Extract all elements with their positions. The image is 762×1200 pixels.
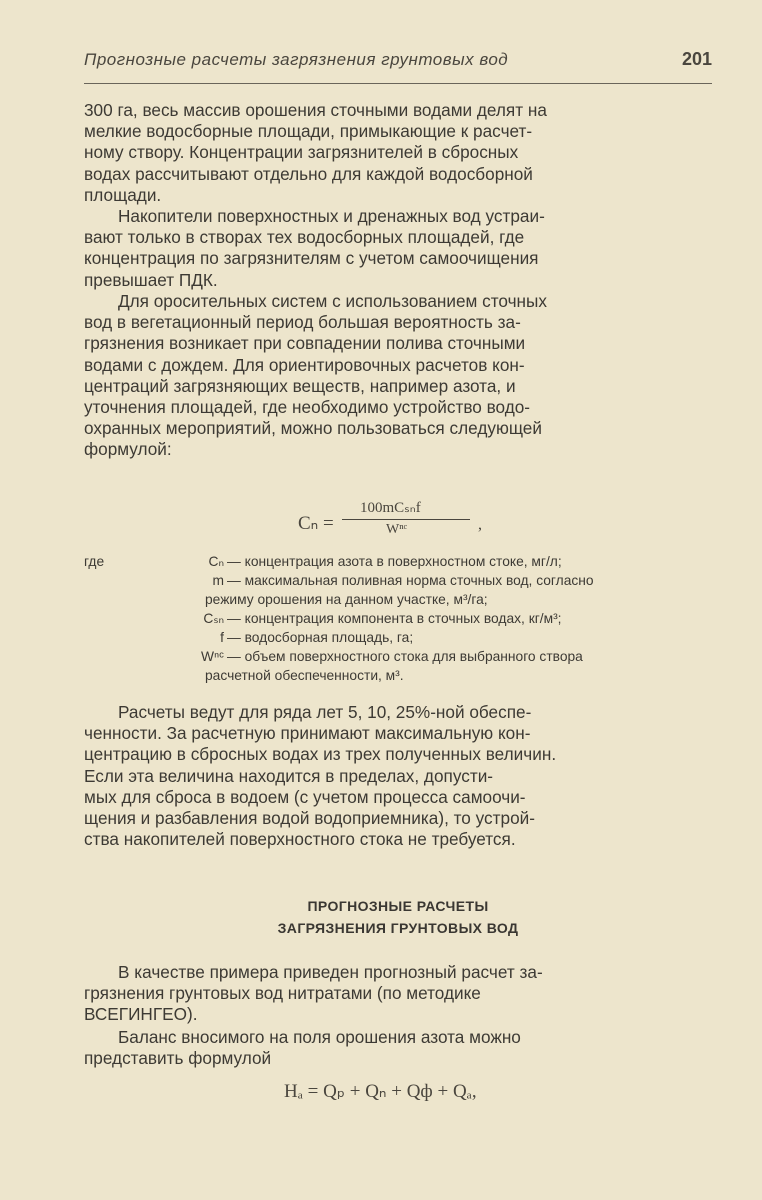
running-title: Прогнозные расчеты загрязнения грунтовых вод	[84, 50, 509, 69]
text-line: Расчеты ведут для ряда лет 5, 10, 25%-ной обеспе-	[118, 702, 532, 722]
text-line: ному створу. Концентрации загрязнителей в сбросных	[84, 142, 519, 163]
page-header	[84, 50, 712, 76]
legend-text-continued: расчетной обеспеченности, м³.	[205, 668, 404, 683]
text-line: Для оросительных систем с использованием сточных	[118, 291, 547, 311]
legend-symbol: f	[220, 630, 224, 645]
legend-symbol: Wⁿᶜ	[201, 649, 224, 664]
text-line: В качестве примера приведен прогнозный расчет за-	[118, 962, 543, 982]
paragraph-3	[84, 291, 712, 461]
text-line: 300 га, весь массив орошения сточными водами делят на	[84, 100, 547, 120]
formula-2: Hₐ = Qₚ + Qₙ + Qф + Qₐ,	[284, 1081, 477, 1102]
legend-text-continued: режиму орошения на данном участке, м³/га;	[205, 592, 488, 607]
text-line: мых для сброса в водоем (с учетом процесса самоочи-	[84, 786, 526, 807]
paragraph-2	[84, 206, 712, 291]
legend-symbol: m	[212, 573, 224, 588]
formula-1-denominator: Wⁿᶜ	[386, 522, 408, 537]
paragraph-4	[84, 702, 712, 850]
text-line: охранных мероприятий, можно пользоваться следующей	[84, 418, 542, 439]
text-line: Накопители поверхностных и дренажных вод устраи-	[118, 206, 545, 226]
text-line: центрацию в сбросных водах из трех полученных величин.	[84, 744, 557, 765]
paragraph-1	[84, 100, 712, 206]
text-line: ВСЕГИНГЕО).	[84, 1004, 198, 1025]
formula-1-numerator: 100mCₛₙf	[360, 500, 421, 516]
text-line: Если эта величина находится в пределах, допусти-	[84, 765, 494, 786]
formula-1-lhs: Cₙ =	[298, 513, 334, 534]
text-line: уточнения площадей, где необходимо устройство водо-	[84, 396, 531, 417]
header-rule	[84, 83, 712, 84]
text-line: вод в вегетационный период большая вероятность за-	[84, 312, 521, 333]
legend-where: где	[84, 554, 105, 569]
legend-text: — концентрация азота в поверхностном стоке, мг/л;	[227, 554, 562, 569]
fraction-bar	[342, 519, 470, 520]
text-line: концентрация по загрязнителям с учетом самоочищения	[84, 248, 539, 269]
text-line: ченности. За расчетную принимают максимальную кон-	[84, 723, 531, 744]
text-line: ства накопителей поверхностного стока не требуется.	[84, 829, 516, 850]
text-line: Баланс вносимого на поля орошения азота можно	[118, 1027, 521, 1047]
legend-text: — водосборная площадь, га;	[227, 630, 414, 645]
text-line: представить формулой	[84, 1048, 272, 1069]
section-title-line-1: ПРОГНОЗНЫЕ РАСЧЕТЫ	[307, 898, 489, 914]
legend-text: — концентрация компонента в сточных водах, кг/м³;	[227, 611, 562, 626]
text-line: центраций загрязняющих веществ, например азота, и	[84, 375, 516, 396]
text-line: грязнения грунтовых вод нитратами (по методике	[84, 983, 481, 1004]
formula-1-comma: ,	[478, 516, 482, 533]
text-line: формулой:	[84, 439, 172, 460]
paragraph-5	[84, 962, 712, 1026]
paragraph-6	[84, 1027, 712, 1069]
legend-text: — объем поверхностного стока для выбранного створа	[227, 649, 583, 664]
section-title-line-2: ЗАГРЯЗНЕНИЯ ГРУНТОВЫХ ВОД	[277, 920, 519, 936]
text-line: вают только в створах тех водосборных площадей, где	[84, 227, 525, 248]
text-line: водами с дождем. Для ориентировочных расчетов кон-	[84, 354, 525, 375]
legend-symbol: Cₙ	[208, 554, 224, 569]
text-line: водах рассчитывают отдельно для каждой водосборной	[84, 163, 533, 184]
text-line: щения и разбавления водой водоприемника), то устрой-	[84, 807, 535, 828]
text-line: грязнения возникает при совпадении полива сточными	[84, 333, 526, 354]
page-number: 201	[681, 49, 712, 69]
legend-symbol: Cₛₙ	[203, 611, 224, 626]
text-line: мелкие водосборные площади, примыкающие к расчет-	[84, 121, 533, 142]
text-line: превышает ПДК.	[84, 269, 218, 290]
text-line: площади.	[84, 184, 162, 205]
legend-text: — максимальная поливная норма сточных вод, согласно	[227, 573, 594, 588]
